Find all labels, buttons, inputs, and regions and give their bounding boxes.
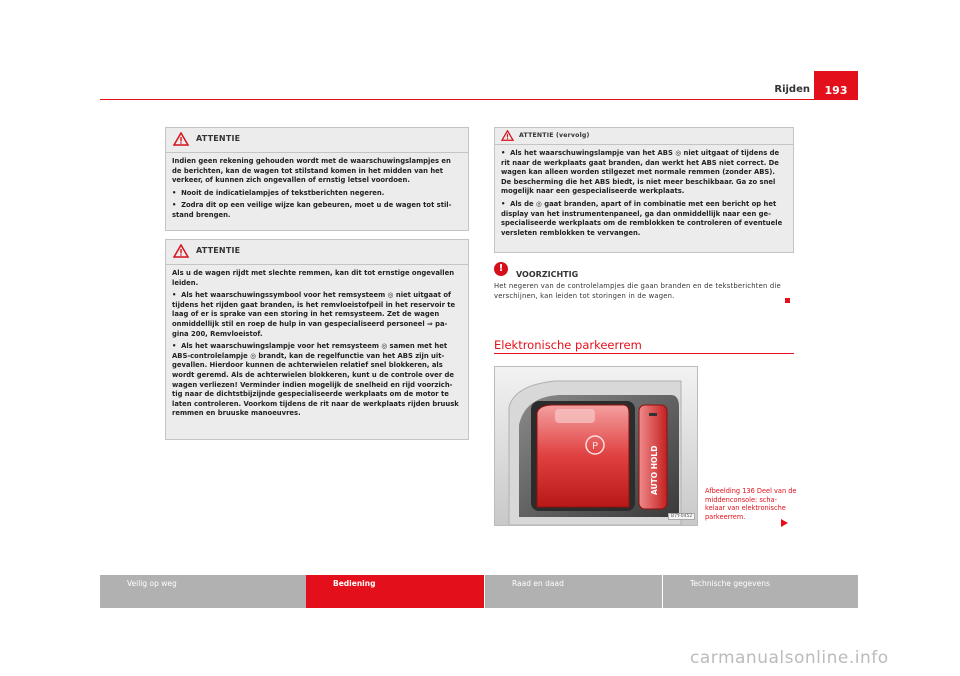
warning-box-2 xyxy=(165,239,469,440)
caution-icon: ! xyxy=(494,262,508,276)
section-end-marker xyxy=(785,298,790,303)
footer-tab-technische-gegevens[interactable]: Technische gegevens xyxy=(662,575,858,608)
footer-tab-bediening[interactable]: Bediening xyxy=(306,575,484,608)
warning-triangle-icon xyxy=(173,244,189,258)
warning-title: ATTENTIE xyxy=(196,246,241,255)
warning-triangle-icon xyxy=(173,132,189,146)
warning-header xyxy=(166,128,468,153)
parking-brake-figure xyxy=(494,366,698,526)
continue-arrow-icon xyxy=(781,519,788,527)
section-heading: Elektronische parkeerrem xyxy=(494,338,642,352)
caution-title: VOORZICHTIG xyxy=(516,270,579,279)
auto-hold-label: AUTO HOLD xyxy=(650,445,659,495)
page-number: 193 xyxy=(814,71,858,99)
warning-title: ATTENTIE (vervolg) xyxy=(519,132,590,139)
chapter-nav xyxy=(100,575,858,608)
footer-tab-raad-en-daad[interactable]: Raad en daad xyxy=(484,575,662,608)
header-rule xyxy=(100,99,858,100)
figure-code: B7Y-0452 xyxy=(668,513,695,520)
warning-header xyxy=(166,240,468,265)
figure-caption: Afbeelding 136 Deel van de middenconsole: scha-kelaar van elektronische parkeerrem. xyxy=(705,487,797,521)
warning-intro: Indien geen rekening gehouden wordt met de waarschuwingslampjes en de berichten, kan de wagen tot stilstand komen in het midden van het verkeer, of kunnen zich ongevallen of ernstig letsel voordoen. xyxy=(172,157,451,185)
warning-bullet: • Als de ◎ gaat branden, apart of in combinatie met een bericht op het display van het instrumentenpaneel, ga dan onmiddellijk naar een ge-specialiseerde werkplaats om de remblokken te controleren of eventuele versleten remblokken te vervangen. xyxy=(501,199,783,237)
warning-bullet: • Als het waarschuwingslampje voor het remsysteem ◎ samen met het ABS-controlelampje ◎ brandt, kan de regelfunctie van het ABS zijn uit-gevallen. Hierdoor kunnen de achterwielen relatief snel blokkeren, als wordt geremd. Als de achterwielen blokkeren, kunt u de controle over de wagen verliezen! Verminder indien mogelijk de snelheid en rijd voorzich-tig naar de dichtstbijzijnde gespecialiseerde werkplaats om de motor te laten controleren. Voorkom tijdens de rit naar de werkplaats rijden bruusk remmen en bruuske manoeuvres. xyxy=(172,342,459,418)
svg-text:P: P xyxy=(591,441,599,452)
warning-header xyxy=(495,128,793,145)
footer-tab-veilig-op-weg[interactable]: Veilig op weg xyxy=(100,575,306,608)
chapter-title: Rijden xyxy=(774,84,810,95)
parking-brake-illustration xyxy=(495,367,698,526)
warning-title: ATTENTIE xyxy=(196,134,241,143)
warning-bullet: • Als het waarschuwingssymbool voor het remsysteem ◎ niet uitgaat of tijdens het rijden gaat branden, is het remvloeistofpeil in het reservoir te laag of er is sprake van een storing in het remsysteem. Zet de wagen onmiddellijk stil en roep de hulp in van gespecialiseerd personeel ⇒ pa-gina 200, Remvloeistof. xyxy=(172,291,456,338)
warning-triangle-icon xyxy=(501,130,514,141)
warning-box-1 xyxy=(165,127,469,231)
warning-box-continued xyxy=(494,127,794,253)
watermark: carmanualsonline.info xyxy=(690,648,889,668)
warning-intro: Als u de wagen rijdt met slechte remmen, kan dit tot ernstige ongevallen leiden. xyxy=(172,269,455,287)
caution-text: Het negeren van de controlelampjes die gaan branden en de tekstberichten die verschijnen, kan leiden tot storingen in de wagen. xyxy=(494,282,781,300)
warning-bullet: • Als het waarschuwingslampje van het ABS ◎ niet uitgaat of tijdens de rit naar de werkplaats gaat branden, dan werkt het ABS niet correct. De wagen kan alleen worden stilgezet met normale remmen (zonder ABS). De bescherming die het ABS biedt, is niet meer beschikbaar. Ga zo snel mogelijk naar een gespecialiseerde werkplaats. xyxy=(501,149,780,196)
section-rule xyxy=(494,353,794,354)
warning-bullet: • Nooit de indicatielampjes of tekstberichten negeren. xyxy=(172,188,385,197)
warning-bullet: • Zodra dit op een veilige wijze kan gebeuren, moet u de wagen tot stil-stand brengen. xyxy=(172,201,452,219)
